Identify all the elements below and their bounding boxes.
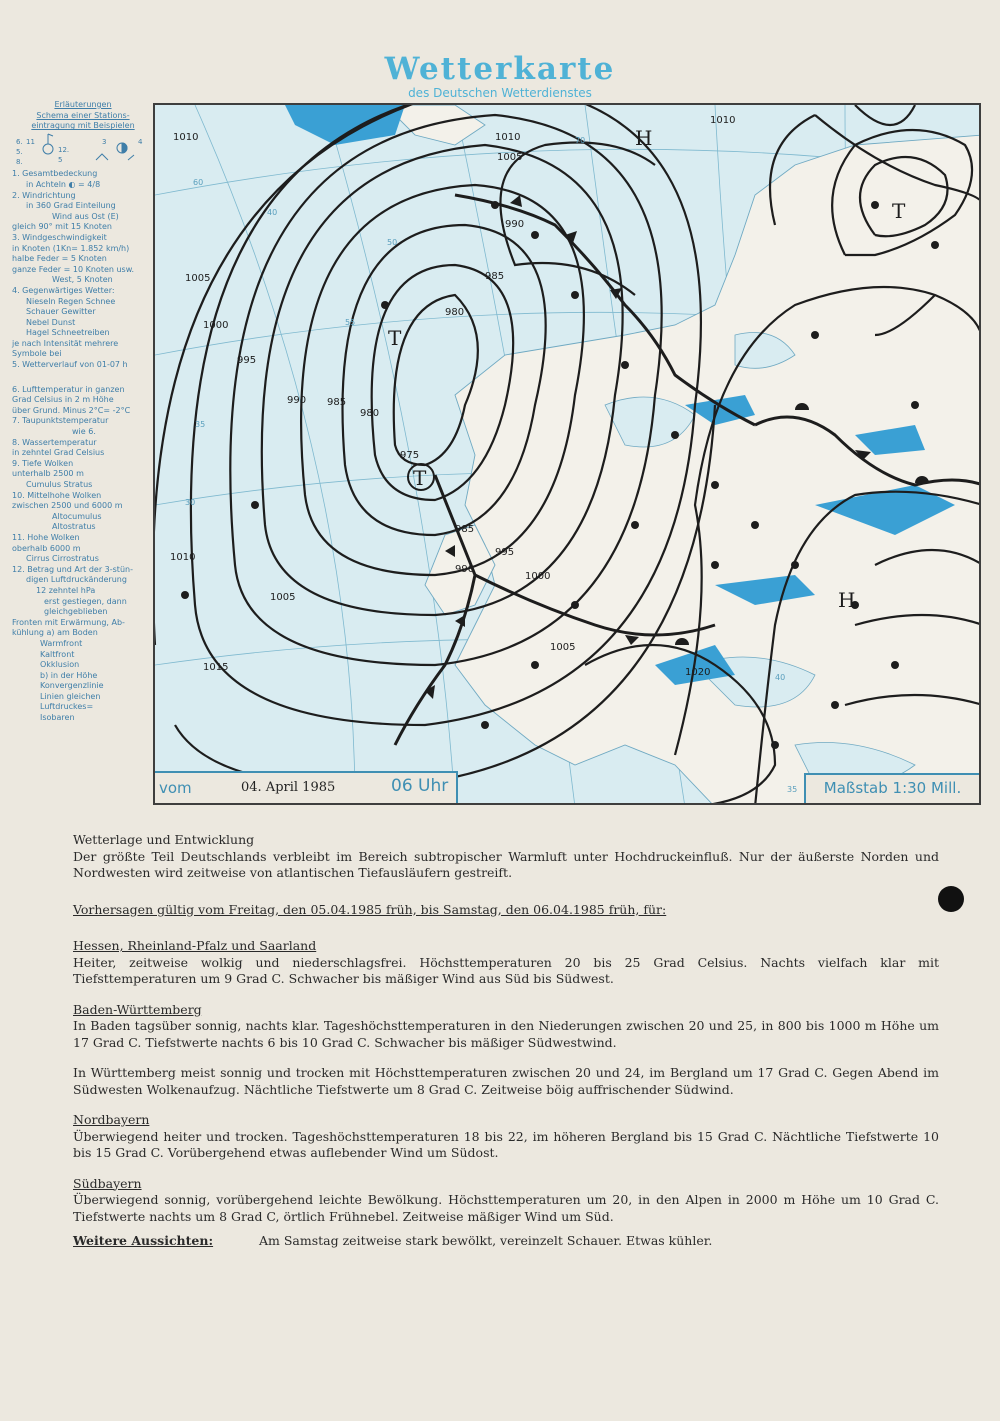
weather-map — [153, 103, 981, 805]
graticule-label: 30 — [185, 498, 196, 507]
legend-item: gleichgeblieben — [44, 607, 108, 617]
legend-item: 10. Mittelhohe Wolken — [12, 490, 102, 500]
isobar-label: 1010 — [710, 115, 736, 126]
legend-item: Isobaren — [40, 713, 75, 723]
isobar-label: 990 — [287, 395, 307, 406]
station-schema-icon — [12, 132, 152, 166]
graticule-label: 35 — [195, 420, 206, 429]
isobar-label: 1000 — [525, 571, 551, 582]
map-date-prefix: vom — [159, 779, 192, 797]
svg-text:3: 3 — [102, 137, 107, 146]
low-pressure-label: T — [388, 326, 402, 350]
legend-item: Altocumulus — [52, 511, 102, 521]
isobar-label: 980 — [445, 307, 465, 318]
graticule-label: 50 — [387, 238, 398, 247]
section-heading: Baden-Württemberg — [73, 1001, 202, 1017]
validity-line: Vorhersagen gültig vom Freitag, den 05.04.1985 früh, bis Samstag, den 06.04.1985 früh, für: — [73, 901, 667, 917]
legend-item: 4. Gegenwärtiges Wetter: — [12, 285, 115, 295]
legend-item: 9. Tiefe Wolken — [12, 458, 74, 468]
isobar-label: 980 — [360, 408, 380, 419]
legend-item: Okklusion — [40, 660, 80, 670]
outlook-text: Am Samstag zeitweise stark bewölkt, vereinzelt Schauer. Etwas kühler. — [259, 1233, 713, 1248]
high-pressure-label: H — [635, 126, 653, 150]
map-date-box — [155, 771, 458, 803]
svg-text:4: 4 — [138, 137, 143, 146]
graticule-label: 55 — [345, 318, 356, 327]
legend-item: Nebel Dunst — [26, 317, 76, 327]
page-subtitle: des Deutschen Wetterdienstes — [408, 86, 592, 100]
punch-hole-bottom — [938, 886, 964, 912]
legend-item: Cirrus Cirrostratus — [26, 554, 99, 564]
legend-item: 6. Lufttemperatur in ganzen — [12, 384, 125, 394]
outlook-row — [73, 1233, 939, 1250]
legend-item: zwischen 2500 und 6000 m — [12, 501, 123, 511]
section-heading: Wetterlage und Entwicklung — [73, 832, 255, 847]
legend-title: Erläuterungen — [54, 100, 112, 109]
legend-title-line: eintragung mit Beispielen — [31, 121, 135, 131]
legend-item: in Achteln ◐ = 4/8 — [26, 179, 101, 189]
isobar-label: 985 — [327, 397, 347, 408]
isobar-label: 1010 — [173, 132, 199, 143]
legend-item: oberhalb 6000 m — [12, 543, 81, 553]
isobar-label: 1010 — [170, 552, 196, 563]
isobar-label: 995 — [237, 355, 257, 366]
legend-item: Grad Celsius in 2 m Höhe — [12, 395, 114, 405]
legend-item: Kaltfront — [40, 649, 75, 659]
legend-item: ganze Feder = 10 Knoten usw. — [12, 264, 135, 274]
isobar-label: 1015 — [203, 662, 229, 673]
svg-text:6.: 6. — [16, 137, 23, 146]
section-text: Überwiegend sonnig, vorübergehend leichte Bewölkung. Höchsttemperaturen um 20, in den Alpen in 2000 m Höhe um 10 Grad C. Tiefstwerte nachts um 8 Grad C, örtlich Frühnebel. Zeitweise mäßiger Wind um Süd. — [73, 1192, 939, 1224]
isobar-label: 1005 — [270, 592, 296, 603]
legend-item: 8. Wassertemperatur — [12, 437, 97, 447]
legend-item: Warmfront — [40, 638, 83, 648]
low-pressure-label: T — [892, 199, 906, 223]
graticule-label: 35 — [787, 785, 798, 794]
section-text: Heiter, zeitweise wolkig und niederschlagsfrei. Höchsttemperaturen 20 bis 25 Grad Celsius. Nachts vielfach klar mit Tiefsttemperaturen um 9 Grad C. Schwacher bis mäßiger Wind aus Süd bis Südwest. — [73, 954, 939, 986]
section-heading: Nordbayern — [73, 1112, 150, 1127]
legend-item: über Grund. Minus 2°C= -2°C — [12, 405, 131, 415]
legend-item: halbe Feder = 5 Knoten — [12, 254, 107, 264]
legend-item: Konvergenzlinie — [40, 681, 104, 691]
legend-item: Altostratus — [52, 522, 96, 532]
graticule-label: 40 — [775, 673, 786, 682]
legend-item: Luftdruckes= — [40, 702, 94, 712]
svg-text:5.: 5. — [16, 147, 23, 156]
legend-item: gleich 90° mit 15 Knoten — [12, 222, 112, 232]
isobar-label: 995 — [495, 547, 515, 558]
isobar-label: 1005 — [550, 642, 576, 653]
legend-item: b) in der Höhe — [40, 670, 98, 680]
section-text: Überwiegend heiter und trocken. Tageshöchsttemperaturen 18 bis 22, im höheren Bergland bis 15 Grad C. Nächtliche Tiefstwerte 10 bis 15 Grad C. Vorübergehend etwas auflebender Wind um Südost. — [73, 1128, 939, 1160]
legend-item: 12. Betrag und Art der 3-stün- — [12, 564, 133, 574]
section-heading: Hessen, Rheinland-Pfalz und Saarland — [73, 938, 317, 953]
section-heading: Südbayern — [73, 1175, 142, 1191]
high-pressure-label: H — [838, 588, 856, 612]
isobar-label: 1020 — [685, 667, 711, 678]
legend-item: 2. Windrichtung — [12, 190, 76, 200]
legend-item: 5. Wetterverlauf von 01-07 h — [12, 360, 128, 370]
section-text: Der größte Teil Deutschlands verbleibt im Bereich subtropischer Warmluft unter Hochdruckeinfluß. Nur der äußerste Norden und Nordwesten wird zeitweise von atlantischen Tiefausläufern gestreift. — [73, 848, 939, 880]
legend-panel — [12, 100, 154, 724]
legend-item: digen Luftdruckänderung — [26, 575, 127, 585]
isobar-label: 1000 — [203, 320, 229, 331]
svg-text:5: 5 — [58, 155, 63, 164]
legend-item: Fronten mit Erwärmung, Ab- — [12, 617, 125, 627]
map-scale: Maßstab 1:30 Mill. — [804, 773, 979, 803]
legend-item: 12 zehntel hPa — [36, 585, 96, 595]
legend-item: 7. Taupunktstemperatur — [12, 416, 109, 426]
legend-title-line: Schema einer Stations- — [36, 110, 130, 120]
section-text: In Baden tagsüber sonnig, nachts klar. Tageshöchsttemperaturen in den Niederungen zwischen 20 und 25, in 800 bis 1000 m Höhe um 17 Grad C. Tiefstwerte nachts 6 bis 10 Grad C. Schwacher bis mäßiger Südwestwind. — [73, 1018, 939, 1050]
legend-item: wie 6. — [72, 427, 96, 437]
legend-item: 11. Hohe Wolken — [12, 532, 80, 542]
svg-text:12.: 12. — [58, 145, 70, 154]
isobar-label: 985 — [485, 271, 505, 282]
isobar-label: 985 — [455, 524, 475, 535]
isobar-label: 975 — [400, 450, 420, 461]
isobar-label: 1005 — [497, 152, 523, 163]
legend-item: erst gestiegen, dann — [44, 596, 127, 606]
map-time: 06 Uhr — [391, 776, 449, 796]
legend-item: Wind aus Ost (E) — [52, 211, 119, 221]
legend-item: unterhalb 2500 m — [12, 469, 84, 479]
legend-item: Symbole bei — [12, 349, 62, 359]
isobar-label: 1010 — [495, 132, 521, 143]
legend-item: Nieseln Regen Schnee — [26, 296, 116, 306]
map-date: 04. April 1985 — [241, 780, 336, 795]
legend-item: West, 5 Knoten — [52, 275, 113, 285]
forecast-report — [73, 832, 939, 1250]
legend-item: 1. Gesamtbedeckung — [12, 169, 98, 179]
svg-text:8.: 8. — [16, 157, 23, 166]
isobar-label: 990 — [505, 219, 525, 230]
legend-item: Linien gleichen — [40, 691, 101, 701]
legend-item: kühlung a) am Boden — [12, 628, 98, 638]
graticule-label: 60 — [193, 178, 204, 187]
legend-item: Hagel Schneetreiben — [26, 328, 110, 338]
graticule-label: 40 — [267, 208, 278, 217]
legend-item: 3. Windgeschwindigkeit — [12, 232, 107, 242]
legend-item: in Knoten (1Kn= 1.852 km/h) — [12, 243, 130, 253]
page-header — [0, 52, 1000, 100]
graticule-label: 70 — [575, 136, 586, 145]
isobar-label: 1005 — [185, 273, 211, 284]
low-pressure-label: T — [413, 466, 427, 490]
isobar-label: 990 — [455, 564, 475, 575]
page-title: Wetterkarte — [384, 51, 616, 87]
outlook-label: Weitere Aussichten: — [73, 1233, 214, 1248]
section-text: In Württemberg meist sonnig und trocken mit Höchsttemperaturen zwischen 20 und 24, im Bergland um 17 Grad C. Gegen Abend im Südwesten Wolkenaufzug. Nächtliche Tiefstwerte um 8 Grad C. Zeitweise böig auffrischender Südwind. — [73, 1065, 939, 1097]
svg-text:11: 11 — [26, 137, 35, 146]
weather-map-canvas — [155, 105, 981, 805]
legend-item: in zehntel Grad Celsius — [12, 448, 105, 458]
legend-item: Schauer Gewitter — [26, 307, 96, 317]
legend-item: Cumulus Stratus — [26, 480, 93, 489]
legend-item: in 360 Grad Einteilung — [26, 201, 116, 211]
legend-item: je nach Intensität mehrere — [12, 338, 119, 348]
